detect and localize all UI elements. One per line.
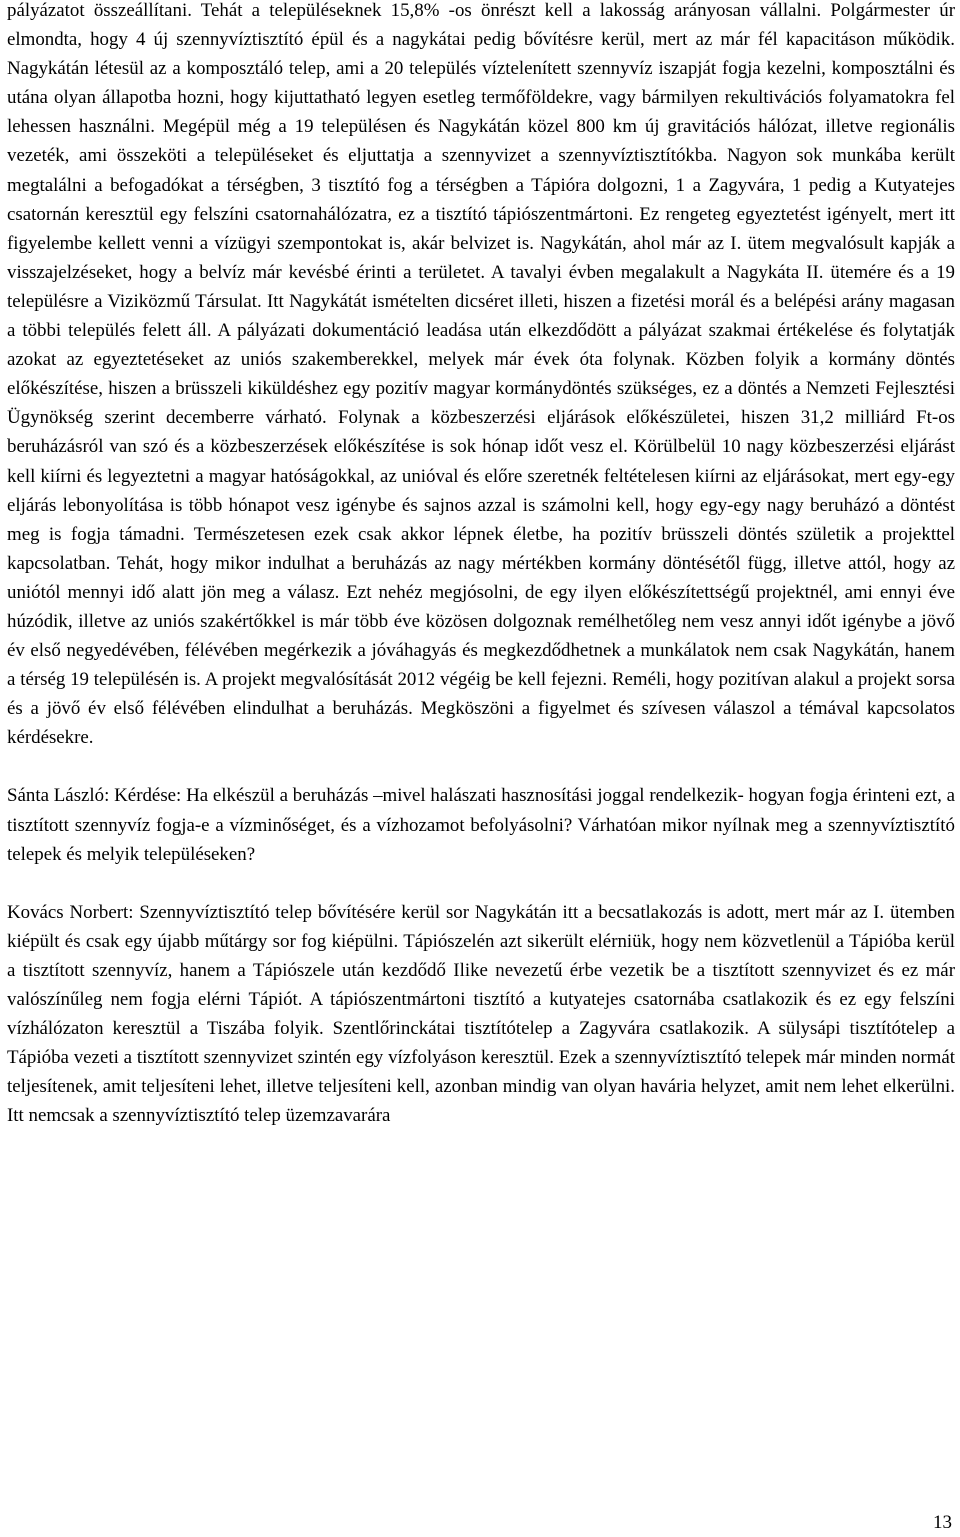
paragraph-report: pályázatot összeállítani. Tehát a településeknek 15,8% -os önrészt kell a lakosság arányosan vállalni. Polgármester úr elmondta, hogy 4 új szennyvíztisztító épül és a nagykátai pedig bővítésre kerül, mert az már fél kapacitáson működik. Nagykátán létesül az a komposztáló telep, ami a 20 település víztelenített szennyvíz iszapját fogja kezelni, komposztálni és utána olyan állapotba hozni, hogy kijuttatható legyen esetleg termőföldekre, vagy bármilyen rekultivációs folyamatokra fel lehessen használni. Megépül még a 19 településen és Nagykátán közel 800 km új gravitációs hálózat, illetve regionális vezeték, ami összeköti a településeket és eljuttatja a szennyvizet a szennyvíztisztítókba. Nagyon sok munkába került megtalálni a befogadókat a térségben, 3 tisztító fog a térségben a Tápióra dolgozni, 1 a Zagyvára, 1 pedig a Kutyatejes csatornán keresztül egy felszíni csatornahálózatra, ez a tisztító tápiószentmártoni. Ez rengeteg egyeztetést igényelt, mert itt figyelembe kellett venni a vízügyi szempontokat is, akár belvizet is. Nagykátán, ahol már az I. ütem megvalósult kapják a visszajelzéseket, hogy a belvíz már kevésbé érinti a területet. A tavalyi évben megalakult a Nagykáta II. ütemére és a 19 településre a Viziközmű Társulat. Itt Nagykátát ismételten dicséret illeti, hiszen a fizetési morál és a belépési arány magasan a többi település felett áll. A pályázati dokumentáció leadása után elkezdődött a pályázat szakmai értékelése és folytatják azokat az egyeztetéseket az uniós szakemberekkel, melyek már évek óta folynak. Közben folyik a kormány döntés előkészítése, hiszen a brüsszeli kiküldéshez egy pozitív magyar kormánydöntés szükséges, ez a döntés a Nemzeti Fejlesztési Ügynökség szerint decemberre várható. Folynak a közbeszerzési eljárások előkészületei, hiszen 31,2 milliárd Ft-os beruházásról van szó és a közbeszerzések előkészítése is sok hónap időt vesz el. Körülbelül 10 nagy közbeszerzési eljárást kell kiírni és legyeztetni a magyar hatóságokkal, az unióval és előre szeretnék feltételesen kiírni az eljárásokat, mert egy-egy eljárás lebonyolítása is több hónapot vesz igénybe és sajnos azzal is számolni kell, hogy egy-egy nagy beruházó a döntést meg is fogja támadni. Természetesen ezek csak akkor lépnek életbe, ha pozitív brüsszeli döntés születik a projekttel kapcsolatban. Tehát, hogy mikor indulhat a beruházás az nagy mértékben kormány döntésétől függ, illetve attól, hogy az uniótól mennyi idő alatt jön meg a válasz. Ezt nehéz megjósolni, de egy ilyen előkészítettségű projektnél, ami ennyi éve húzódik, illetve az uniós szakértőkkel is már több éve közösen dolgoznak remélhetőleg nem vesz annyi időt igénybe a jövő év első negyedévében, félévében megérkezik a jóváhagyás és megkezdődhetnek a munkálatok nem csak Nagykátán, hanem a térség 19 településén is. A projekt megvalósítását 2012 végéig be kell fejezni. Reméli, hogy pozitívan alakul a projekt sorsa és a jövő év első félévében elindulhat a beruházás. Megköszöni a figyelmet és szívesen válaszol a témával kapcsolatos kérdésekre. — [7, 0, 955, 749]
paragraph-question: Sánta László: Kérdése: Ha elkészül a beruházás –mivel halászati hasznosítási joggal rendelkezik- hogyan fogja érinteni ezt, a tisztított szennyvíz fogja-e a vízminőséget, és a vízhozamot befolyásolni? Várhatóan mikor nyílnak meg a szennyvíztisztító telepek és melyik településeken? — [7, 785, 955, 865]
page-number: 13 — [933, 1512, 952, 1533]
paragraph-answer: Kovács Norbert: Szennyvíztisztító telep bővítésére kerül sor Nagykátán itt a becsatlakozás is adott, mert már az I. ütemben kiépült és csak egy újabb műtárgy sor fog kiépülni. Tápiószelén azt sikerült elérniük, hogy nem közvetlenül a Tápióba kerül a tisztított szennyvíz, hanem a Tápiószele után kezdődő Ilike nevezetű érbe vezetik be a tisztított szennyvizet és ez már valószínűleg nem fogja elérni Tápiót. A tápiószentmártoni tisztító a kutyatejes csatornába csatlakozik és ez egy felszíni vízhálózaton keresztül a Tiszába folyik. Szentlőrinckátai tisztítótelep a Zagyvára csatlakozik. A sülysápi tisztítótelep a Tápióba vezeti a tisztított szennyvizet szintén egy vízfolyáson keresztül. Ezek a szennyvíztisztító telepek már minden normát teljesítenek, amit teljesíteni lehet, illetve teljesíteni kell, azonban mindig van olyan havária helyzet, amit nem lehet elkerülni. Itt nemcsak a szennyvíztisztító telep üzemzavarára — [7, 901, 955, 1127]
document-body — [7, 0, 955, 1130]
paragraph-spacer — [7, 752, 955, 781]
paragraph-spacer — [7, 869, 955, 898]
